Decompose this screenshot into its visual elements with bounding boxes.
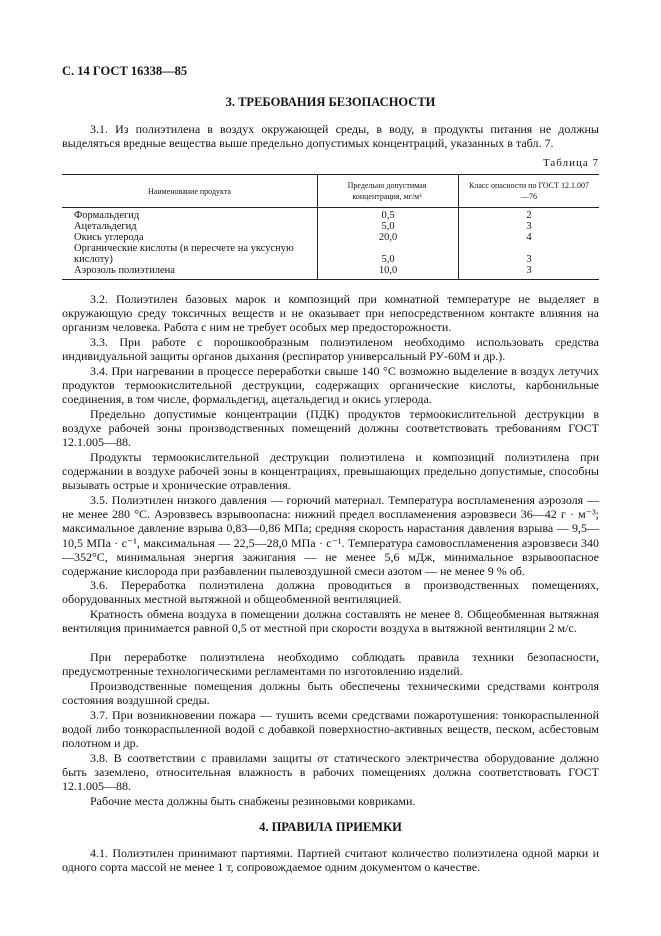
paragraph-4-1: 4.1. Полиэтилен принимают партиями. Партией считают количество полиэтилена одной марки и одного сорта массой не менее 1 т, сопровождаемое одним документом о качестве. [62,846,599,875]
row-1-pdk: 0,5 [381,210,395,221]
paragraph-3-7: 3.7. При возникновении пожара — тушить всеми средствами пожаротушения: тонкораспыленной водой либо тонкораспыленной водой с добавкой поверхностно-активных веществ, песком, асбестовым полотном и др. [62,708,599,751]
header-pdk: Предельно допустимая концентрация, мг/м³ [347,181,427,201]
section-3-title: 3. ТРЕБОВАНИЯ БЕЗОПАСНОСТИ [225,95,436,109]
row-3-name: Окись углерода [74,232,144,243]
row-2-pdk: 5,0 [381,221,395,232]
paragraph-destruction: Продукты термоокислительной деструкции полиэтилена и композиций полиэтилена при содержании в воздухе рабочей зоны в концентрациях, превышающих предельно допустимые, способны вызывать острые и хронические отравления. [62,450,599,493]
paragraph-3-2: 3.2. Полиэтилен базовых марок и композиций при комнатной температуре не выделяет в окружающую среду токсичных веществ и не оказывает при непосредственном контакте влияния на организм человека. Работа с ним не требует особых мер предосторожности. [62,292,599,335]
row-3-pdk: 20,0 [378,232,398,243]
row-5-name: Аэрозоль полиэтилена [74,265,175,276]
row-4-name: Органические кислоты (в пересчете на уксусную кислоту) [74,243,294,265]
paragraph-3-4: 3.4. При нагревании в процессе переработки свыше 140 °С возможно выделение в воздух летучих продуктов термоокислительной деструкции, содержащих органические кислоты, карбонильные соединения, в том числе, формальдегид, ацетальдегид и окись углерода. [62,364,599,407]
paragraph-3-8: 3.8. В соответствии с правилами защиты от статического электричества оборудование должно быть заземлено, относительная влажность в рабочих помещениях должна соответствовать ГОСТ 12.1.005—88. [62,751,599,794]
row-2-class: 3 [526,221,532,232]
paragraph-3-6: 3.6. Переработка полиэтилена должна проводиться в производственных помещениях, оборудованных местной вытяжной и общеобменной вентиляцией. [62,578,599,607]
row-4-class: 3 [526,254,532,265]
row-5-class: 3 [526,265,532,276]
row-3-class: 4 [526,232,532,243]
row-5-pdk: 10,0 [378,265,398,276]
table-header-rule [62,207,599,208]
row-1-class: 2 [526,210,532,221]
table-top-rule [62,174,599,175]
paragraph-3-5: 3.5. Полиэтилен низкого давления — горючий материал. Температура воспламенения аэрозоля — не менее 280 °С. Аэровзвесь взрывоопасна: нижний предел воспламенения аэровзвеси 36—42 г · м⁻³; максимальное давление взрыва 0,83—0,86 МПа; средняя скорость нарастания давления взрыва — 9,5—10,5 МПа · с⁻¹, максимальная — 22,5—28,0 МПа · с⁻¹. Температура самовоспламенения аэровзвеси 340—352°С, минимальная энергия зажигания — не менее 5,6 мДж, минимальное взрывоопасное содержание кислорода при разбавлении пылевоздушной смеси азотом — не менее 9 % об. [62,493,599,579]
header-product: Наименование продукта [148,187,231,196]
paragraph-pdk: Предельно допустимые концентрации (ПДК) продуктов термоокислительной деструкции в воздухе рабочей зоны производственных помещений должны соответствовать требованиям ГОСТ 12.1.005—88. [62,407,599,450]
table-caption: Таблица 7 [542,157,599,169]
row-2-name: Ацетальдегид [74,221,137,232]
row-1-name: Формальдегид [74,210,140,221]
header-class: Класс опасности по ГОСТ 12.1.007—76 [469,181,589,201]
row-4-pdk: 5,0 [381,254,395,265]
paragraph-air-control: Производственные помещения должны быть обеспечены техническими средствами контроля состояния воздушной среды. [62,679,599,708]
paragraph-3-3: 3.3. При работе с порошкообразным полиэтиленом необходимо использовать средства индивидуальной защиты органов дыхания (респиратор универсальный РУ-60М и др.). [62,335,599,364]
page-header: С. 14 ГОСТ 16338—85 [62,64,188,78]
table-bottom-rule [62,279,599,280]
paragraph-air-exchange: Кратность обмена воздуха в помещении должна составлять не менее 8. Общеобменная вытяжная вентиляция принимается равной 0,5 от местной при скорости воздуха в вытяжной вентиляции 2 м/с. [62,607,599,636]
paragraph-3-1: 3.1. Из полиэтилена в воздух окружающей среды, в воду, в продукты питания не должны выделяться вредные вещества выше предельно допустимых концентраций, указанных в табл. 7. [62,122,599,151]
table-7 [62,174,599,280]
paragraph-safety-rules: При переработке полиэтилена необходимо соблюдать правила техники безопасности, предусмотренные технологическими регламентами по изготовлению изделий. [62,650,599,679]
section-4-title: 4. ПРАВИЛА ПРИЕМКИ [259,820,402,834]
paragraph-rubber-mats: Рабочие места должны быть снабжены резиновыми ковриками. [90,794,416,808]
